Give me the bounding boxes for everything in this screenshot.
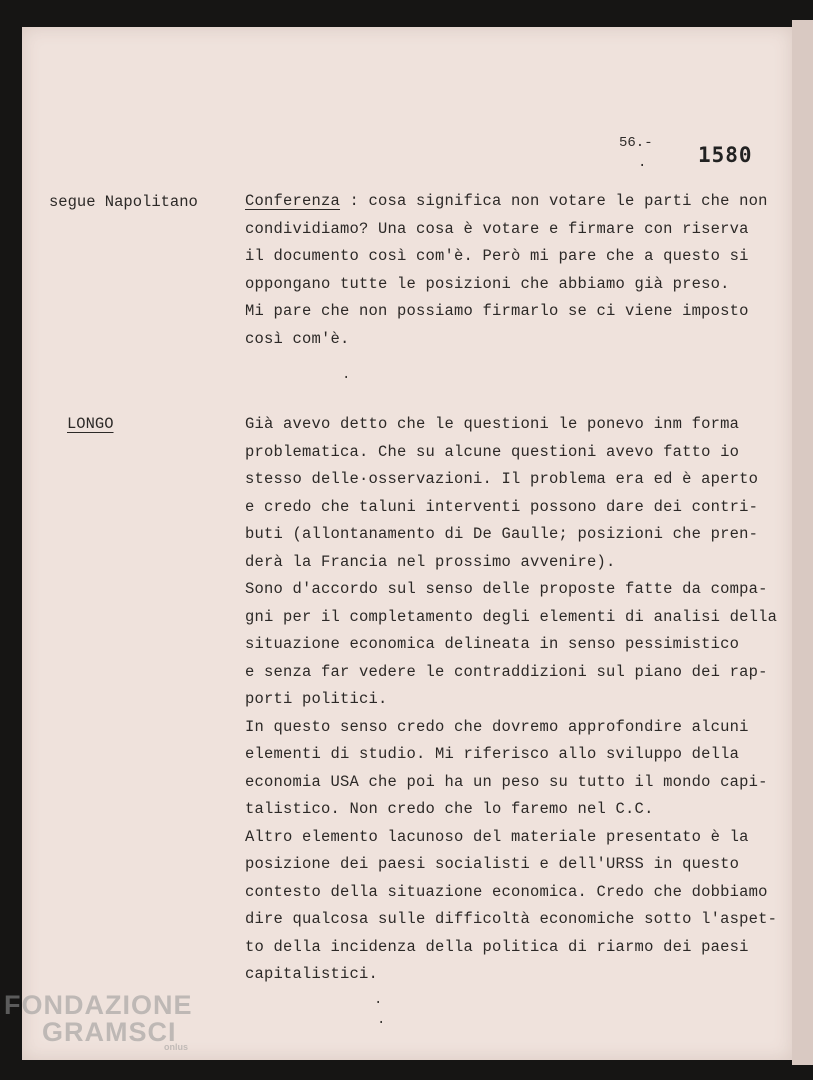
stray-dot-mark: . <box>377 1012 386 1028</box>
stray-dot-mark: . <box>342 367 351 383</box>
speaker-label-longo: LONGO <box>67 415 114 433</box>
text-line: condividiamo? Una cosa è votare e firmare con riserva <box>245 219 749 238</box>
speaker-label-napolitano: segue Napolitano <box>49 193 198 211</box>
text-line: posizione dei paesi socialisti e dell'URSS in questo <box>245 855 740 873</box>
text-line: Altro elemento lacunoso del materiale presentato è la <box>245 827 749 846</box>
archive-watermark <box>4 990 193 1052</box>
text-line: Già avevo detto che le questioni le ponevo inm forma <box>245 415 740 433</box>
text-line: Mi pare che non possiamo firmarlo se ci viene imposto <box>245 302 749 320</box>
text-line: talistico. Non credo che lo faremo nel C.C. <box>245 800 654 818</box>
text-line: to della incidenza della politica di riarmo dei paesi <box>245 937 749 956</box>
underlined-term: Conferenza <box>245 192 341 210</box>
watermark-line-2: GRAMSCI <box>42 1017 177 1047</box>
text-line: contesto della situazione economica. Credo che dobbiamo <box>245 882 768 901</box>
page-number-dot: . <box>638 155 647 171</box>
folio-stamp: 1580 <box>698 143 753 167</box>
text-line: e senza far vedere le contraddizioni sul piano dei rap- <box>245 662 768 681</box>
entry-napolitano-text <box>245 188 785 353</box>
next-page-edge <box>792 20 813 1065</box>
text-line: il documento così com'è. Però mi pare che a questo si <box>245 247 749 265</box>
text-line: così com'è. <box>245 329 350 348</box>
text-line: elementi di studio. Mi riferisco allo sviluppo della <box>245 745 740 763</box>
text-line: problematica. Che su alcune questioni avevo fatto io <box>245 442 740 461</box>
text-line: stesso delle·osservazioni. Il problema era ed è aperto <box>245 470 759 488</box>
stray-dot-mark: . <box>374 992 383 1008</box>
watermark-line-1: FONDAZIONE <box>4 990 193 1020</box>
text-line: oppongano tutte le posizioni che abbiamo già preso. <box>245 274 730 293</box>
text-line: porti politici. <box>245 690 388 708</box>
text-line: derà la Francia nel prossimo avvenire). <box>245 552 616 571</box>
text-line: gni per il completamento degli elementi di analisi della <box>245 607 778 626</box>
text-line: Conferenza : cosa significa non votare le parti che non <box>245 192 768 210</box>
text-line: situazione economica delineata in senso pessimistico <box>245 635 740 653</box>
text-line: economia USA che poi ha un peso su tutto il mondo capi- <box>245 772 768 791</box>
document-page <box>22 27 792 1060</box>
watermark-line-3: onlus <box>164 1042 188 1052</box>
entry-longo-text <box>245 411 785 989</box>
page-number: 56.- <box>619 135 653 151</box>
text-line: e credo che taluni interventi possono dare dei contri- <box>245 497 759 516</box>
text-line: Sono d'accordo sul senso delle proposte fatte da compa- <box>245 580 768 598</box>
text-line: buti (allontanamento di De Gaulle; posizioni che pren- <box>245 525 759 543</box>
text-line: capitalistici. <box>245 965 379 983</box>
text-line: In questo senso credo che dovremo approfondire alcuni <box>245 717 749 736</box>
text-line: dire qualcosa sulle difficoltà economiche sotto l'aspet- <box>245 910 778 928</box>
